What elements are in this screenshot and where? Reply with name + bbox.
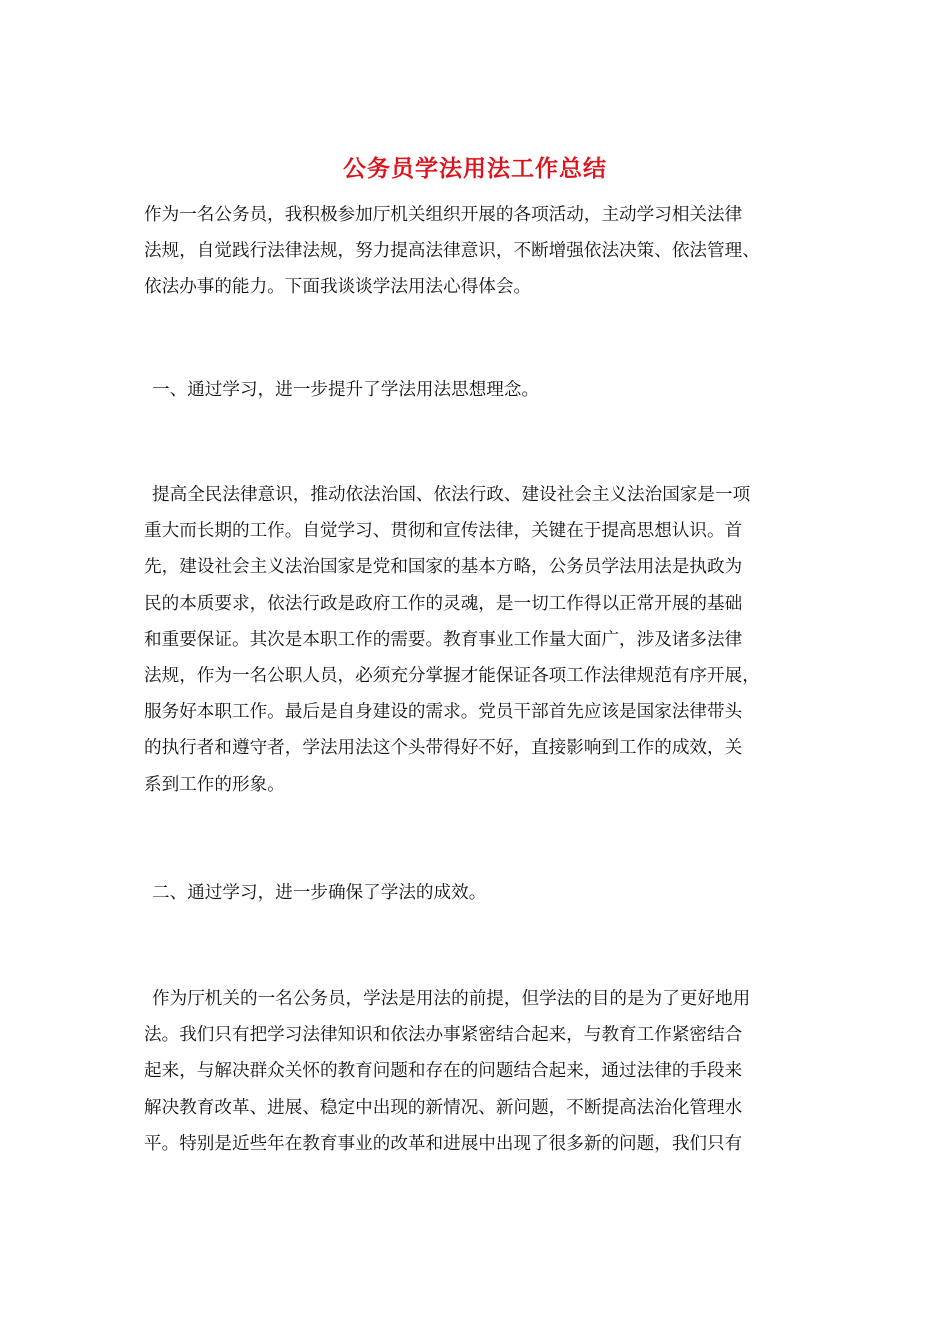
paragraph-line: 民的本质要求，依法行政是政府工作的灵魂，是一切工作得以正常开展的基础 [144, 593, 743, 614]
paragraph-line: 法。我们只有把学习法律知识和依法办事紧密结合起来，与教育工作紧密结合 [144, 1025, 743, 1046]
section-2-paragraph [144, 981, 814, 1162]
paragraph-line: 提高全民法律意识，推动依法治国、依法行政、建设社会主义法治国家是一项 [152, 485, 751, 505]
paragraph-line: 平。特别是近些年在教育事业的改革和进展中出现了很多新的问题，我们只有 [144, 1133, 743, 1154]
intro-line: 作为一名公务员，我积极参加厅机关组织开展的各项活动，主动学习相关法律 [144, 205, 743, 225]
section-2-heading [144, 875, 814, 911]
paragraph-line: 的执行者和遵守者，学法用法这个头带得好不好，直接影响到工作的成效，关 [144, 738, 743, 759]
intro-line: 法规，自觉践行法律法规，努力提高法律意识，不断增强依法决策、依法管理、 [144, 241, 760, 262]
paragraph-line: 先，建设社会主义法治国家是党和国家的基本方略，公务员学法用法是执政为 [144, 557, 743, 578]
paragraph-line: 作为厅机关的一名公务员，学法是用法的前提，但学法的目的是为了更好地用 [152, 989, 751, 1009]
section-1-paragraph [144, 477, 814, 803]
section-1-heading [144, 372, 814, 408]
intro-line: 依法办事的能力。下面我谈谈学法用法心得体会。 [144, 277, 532, 298]
paragraph-line: 系到工作的形象。 [144, 774, 285, 795]
paragraph-line: 法规，作为一名公职人员，必须充分掌握才能保证各项工作法律规范有序开展， [144, 666, 760, 687]
section-heading-text: 二、通过学习，进一步确保了学法的成效。 [152, 883, 487, 903]
paragraph-line: 服务好本职工作。最后是自身建设的需求。党员干部首先应该是国家法律带头 [144, 702, 743, 723]
section-heading-text: 一、通过学习，进一步提升了学法用法思想理念。 [152, 380, 540, 400]
document-title: 公务员学法用法工作总结 [343, 155, 607, 182]
intro-paragraph [144, 197, 814, 306]
paragraph-line: 解决教育改革、进展、稳定中出现的新情况、新问题，不断提高法治化管理水 [144, 1097, 743, 1118]
paragraph-line: 和重要保证。其次是本职工作的需要。教育事业工作量大面广，涉及诸多法律 [144, 629, 743, 650]
paragraph-line: 重大而长期的工作。自觉学习、贯彻和宣传法律，关键在于提高思想认识。首 [144, 521, 743, 542]
paragraph-line: 起来，与解决群众关怀的教育问题和存在的问题结合起来，通过法律的手段来 [144, 1061, 743, 1082]
